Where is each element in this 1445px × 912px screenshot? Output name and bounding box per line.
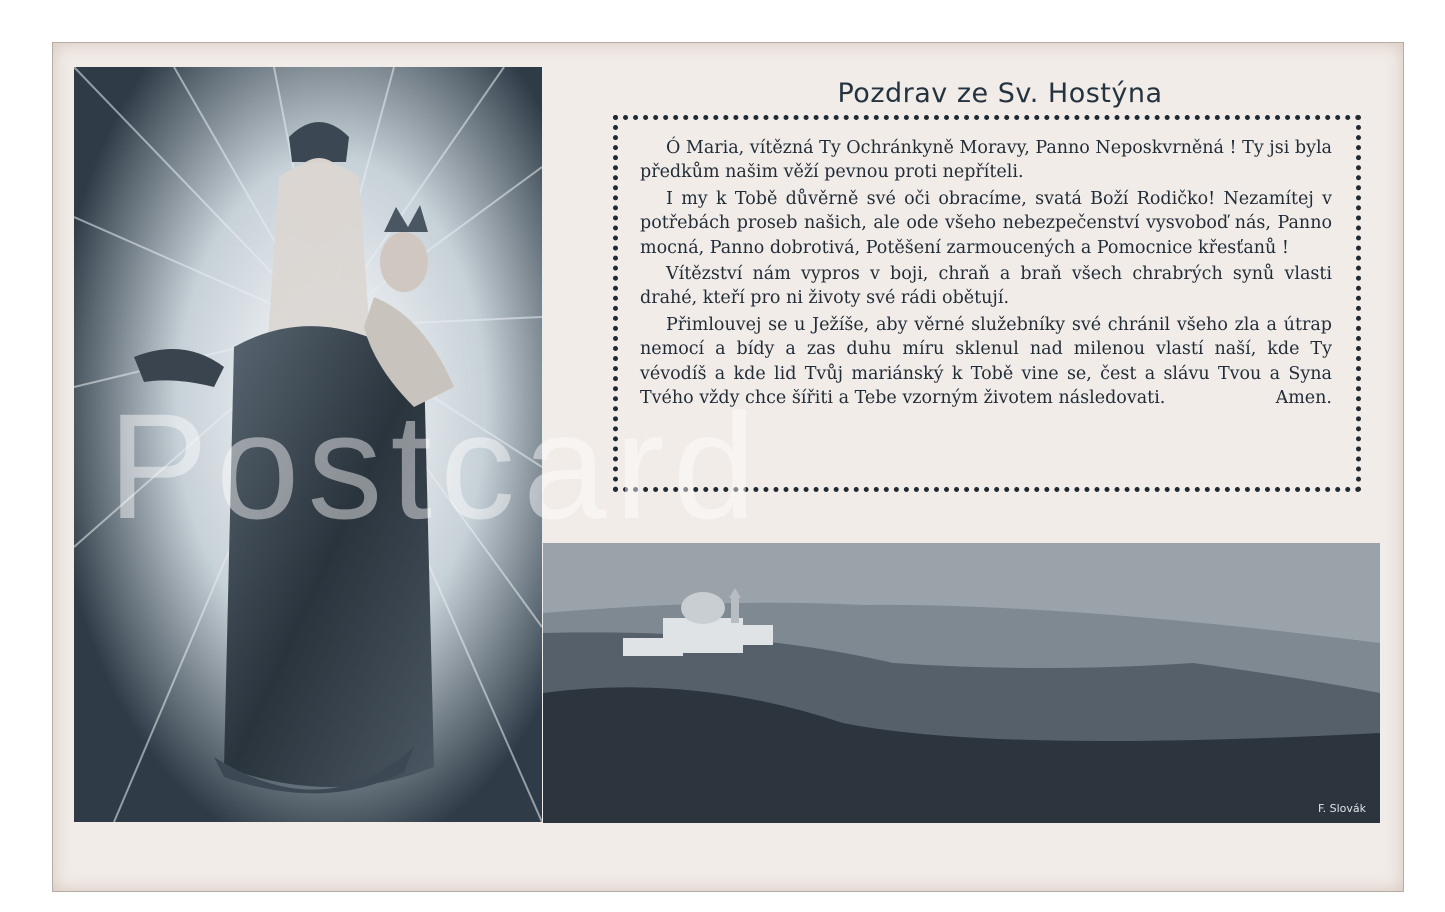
photographer-signature: F. Slovák xyxy=(1318,802,1366,815)
prayer-paragraph-3: Vítězství nám vypros v boji, chraň a braň všech chrabrých synů vlasti drahé, kteří pro ni životy své rádi obětují. xyxy=(640,264,1332,309)
prayer-text-box xyxy=(613,115,1361,492)
prayer-paragraph-1: Ó Maria, vítězná Ty Ochránkyně Moravy, Panno Neposkvrněná ! Ty jsi byla předkům našim věží pevnou proti nepříteli. xyxy=(640,138,1332,183)
postcard-title: Pozdrav ze Sv. Hostýna xyxy=(837,78,1163,109)
prayer-paragraph-2: I my k Tobě důvěrně své oči obracíme, svatá Boží Rodičko! Nezamítej v potřebách proseb našich, ale ode všeho nebezpečenství vysvoboď nás, Panno mocná, Panno dobrotivá, Potěšení zarmoucených a Pomocnice křesťanů ! xyxy=(640,188,1332,258)
watermark-text: Postcard xyxy=(108,382,764,550)
amen-text: Amen. xyxy=(1275,388,1332,409)
hostyn-landscape-image xyxy=(543,543,1380,823)
prayer-paragraph-4-text: Přimlouvej se u Ježíše, aby věrné služebníky své chránil všeho zla a útrap nemocí a bídy a zas duhu míru sklenul nad milenou vlastí naší, kde Ty vévodíš a kde lid Tvůj mariánský k Tobě vine se, čest a slávu Tvou a Syna Tvého vždy chce šířiti a Tebe vzorným životem následovati. xyxy=(640,314,1332,409)
prayer-paragraph-4 xyxy=(640,313,1332,411)
madonna-statue-image xyxy=(74,67,542,822)
